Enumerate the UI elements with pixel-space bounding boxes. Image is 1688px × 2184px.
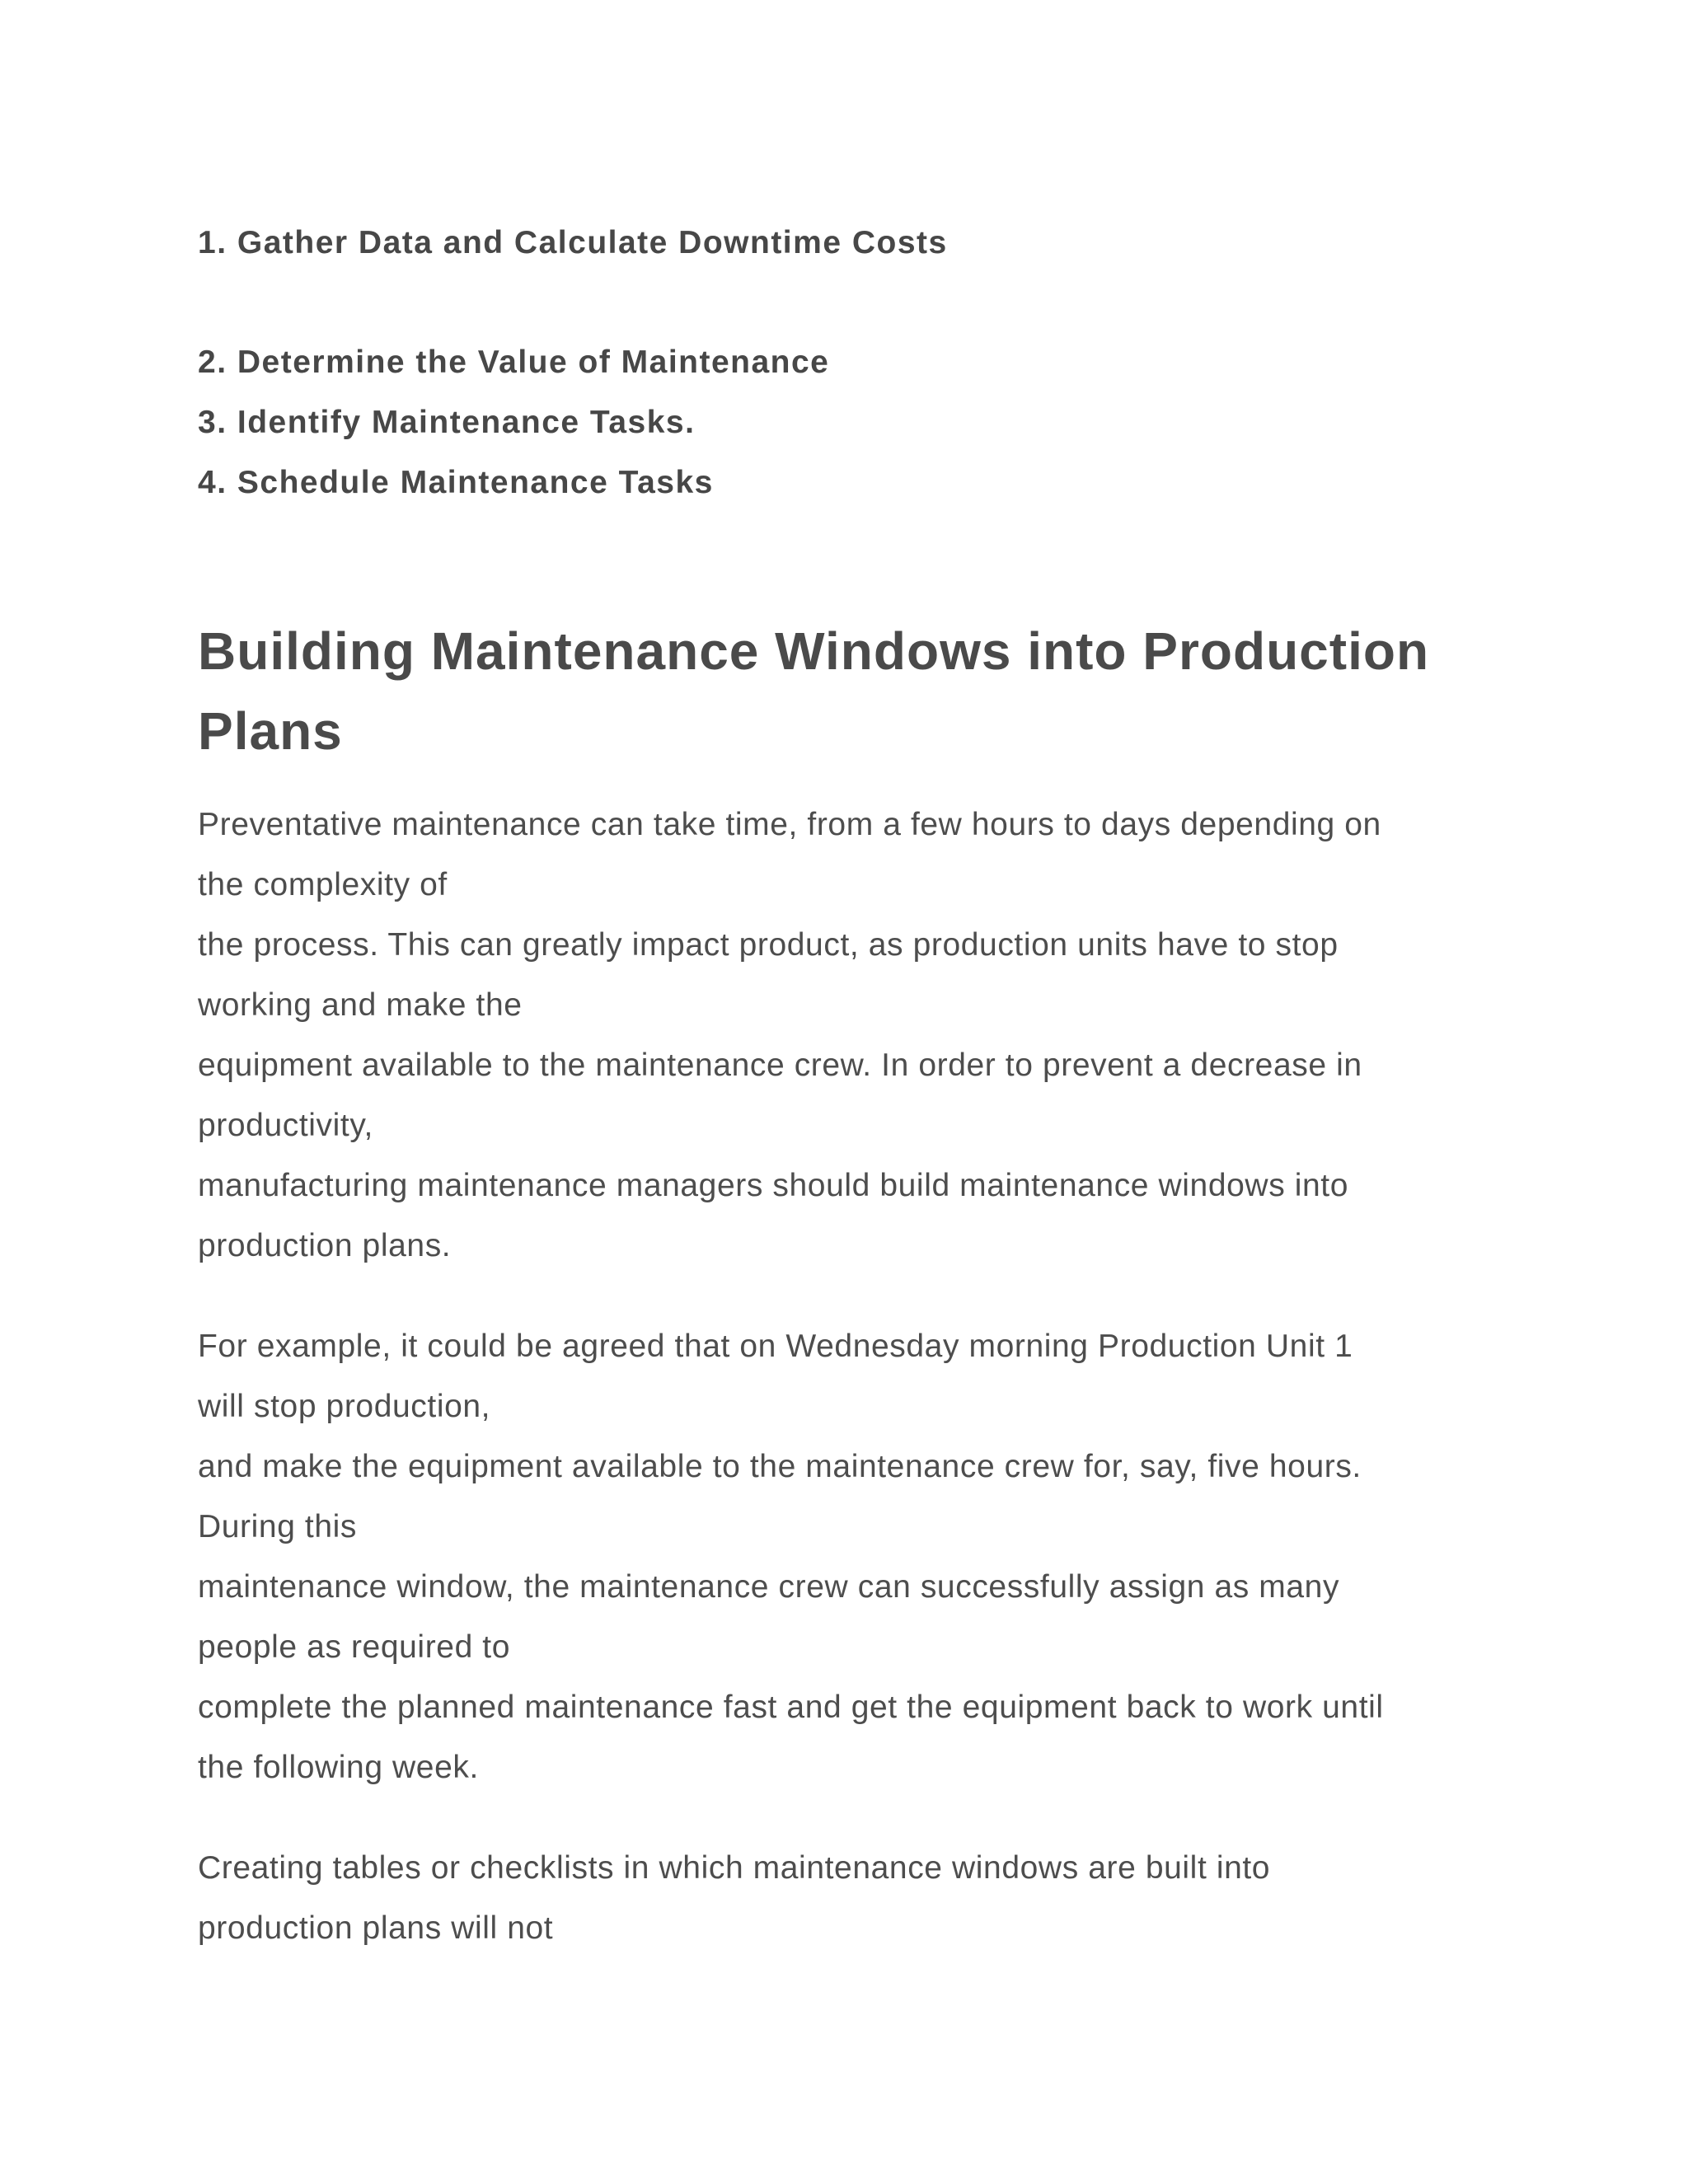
text-line: the following week.: [198, 1750, 479, 1785]
section-heading-line: Building Maintenance Windows into Production: [198, 621, 1430, 681]
steps-list: [198, 213, 1484, 513]
text-line: equipment available to the maintenance crew. In order to prevent a decrease in: [198, 1047, 1362, 1083]
paragraph: [198, 794, 1508, 1276]
step-item: 2. Determine the Value of Maintenance: [198, 344, 830, 380]
text-line: productivity,: [198, 1108, 373, 1143]
step-item: 3. Identify Maintenance Tasks.: [198, 405, 696, 440]
text-line: and make the equipment available to the maintenance crew for, say, five hours.: [198, 1449, 1362, 1484]
text-line: the complexity of: [198, 867, 448, 902]
paragraph: [198, 1316, 1508, 1797]
text-line: During this: [198, 1509, 358, 1544]
text-line: Preventative maintenance can take time, from a few hours to days depending on: [198, 807, 1381, 842]
text-line: working and make the: [198, 987, 523, 1023]
text-line: production plans will not: [198, 1910, 554, 1946]
step-item: 4. Schedule Maintenance Tasks: [198, 465, 714, 500]
section-heading-line: Plans: [198, 701, 343, 761]
text-line: manufacturing maintenance managers should build maintenance windows into: [198, 1168, 1349, 1203]
text-line: people as required to: [198, 1629, 511, 1665]
text-line: maintenance window, the maintenance crew can successfully assign as many: [198, 1569, 1340, 1605]
text-line: For example, it could be agreed that on Wednesday morning Production Unit 1: [198, 1329, 1353, 1364]
text-line: production plans.: [198, 1228, 452, 1263]
text-line: the process. This can greatly impact product, as production units have to stop: [198, 927, 1339, 963]
text-line: Creating tables or checklists in which maintenance windows are built into: [198, 1850, 1271, 1886]
section-heading: [198, 612, 1484, 771]
body-text: [198, 794, 1508, 1999]
step-item: 1. Gather Data and Calculate Downtime Costs: [198, 225, 948, 260]
paragraph: [198, 1838, 1508, 1958]
text-line: will stop production,: [198, 1389, 491, 1424]
text-line: complete the planned maintenance fast and get the equipment back to work until: [198, 1690, 1384, 1725]
